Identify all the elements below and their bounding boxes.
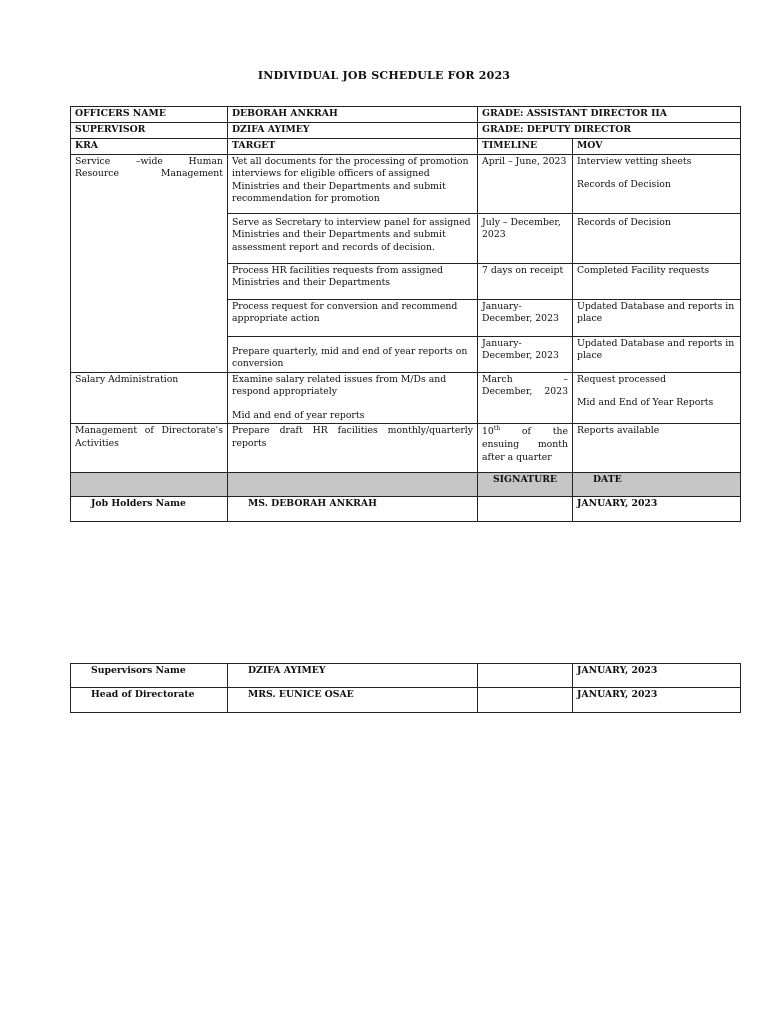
target-cell: [228, 263, 478, 299]
timeline-cell: [478, 213, 573, 263]
mov-text: Records of Decision: [577, 179, 671, 190]
timeline-text: 7 days on receipt: [482, 264, 564, 276]
job-holder-name: MS. DEBORAH ANKRAH: [228, 497, 478, 522]
officers-name: DEBORAH ANKRAH: [228, 107, 478, 123]
timeline-cell: [478, 336, 573, 372]
kra-cell: [71, 372, 228, 424]
target-text: Prepare quarterly, mid and end of year reports on conversion: [232, 345, 468, 369]
target-text: Serve as Secretary to interview panel for assigned Ministries and their Departments and submit assessment report and records of decision.: [232, 216, 471, 253]
column-header-kra: KRA: [71, 139, 228, 155]
timeline-text: January- December, 2023: [482, 337, 559, 361]
job-holder-date: JANUARY, 2023: [573, 497, 741, 522]
approval-name: MRS. EUNICE OSAE: [228, 688, 478, 713]
timeline-cell: [478, 372, 573, 424]
signoff-header-row: [71, 473, 741, 497]
column-header-timeline: TIMELINE: [478, 139, 573, 155]
approval-row: [71, 688, 741, 713]
job-holder-row: [71, 497, 741, 522]
table-row: [71, 424, 741, 473]
timeline-text: April – June, 2023: [482, 155, 567, 167]
mov-cell: [573, 424, 741, 473]
timeline-cell: [478, 263, 573, 299]
target-cell: [228, 213, 478, 263]
mov-cell: [573, 336, 741, 372]
kra-cell: [71, 154, 228, 372]
signature-label: SIGNATURE: [478, 473, 573, 497]
timeline-text: 10th of the ensuing month after a quarter: [482, 424, 568, 463]
column-header-mov: MOV: [573, 139, 741, 155]
target-text: Vet all documents for the processing of promotion interviews for eligible officers of assigned Ministries and their Departments and submit recommendation for promotion: [232, 155, 469, 204]
officers-name-label: OFFICERS NAME: [71, 107, 228, 123]
supervisor-label: SUPERVISOR: [71, 123, 228, 139]
approval-label: Head of Directorate: [71, 688, 228, 713]
target-text: Examine salary related issues from M/Ds and respond appropriately: [232, 373, 447, 397]
target-cell: [228, 154, 478, 213]
job-schedule-table: [70, 106, 741, 522]
kra-text: Management of Directorate's Activities: [75, 425, 223, 449]
target-cell: [228, 299, 478, 336]
mov-cell: [573, 213, 741, 263]
job-holder-label: Job Holders Name: [71, 497, 228, 522]
target-text: Prepare draft HR facilities monthly/quarterly reports: [232, 425, 473, 449]
mov-text: Completed Facility requests: [577, 264, 710, 276]
timeline-cell: [478, 299, 573, 336]
mov-cell: [573, 372, 741, 424]
timeline-cell: [478, 154, 573, 213]
kra-text: Service –wide Human Resource Management: [75, 155, 223, 179]
approval-signature: [478, 664, 573, 688]
target-cell: [228, 336, 478, 372]
timeline-cell: [478, 424, 573, 473]
table-row: [71, 372, 741, 424]
approval-date: JANUARY, 2023: [573, 688, 741, 713]
mov-text: Updated Database and reports in place: [577, 337, 735, 361]
mov-cell: [573, 154, 741, 213]
mov-text: Updated Database and reports in place: [577, 300, 735, 324]
mov-cell: [573, 299, 741, 336]
mov-text: Reports available: [577, 425, 660, 436]
supervisor-name: DZIFA AYIMEY: [228, 123, 478, 139]
timeline-text: July – December, 2023: [482, 216, 561, 240]
mov-cell: [573, 263, 741, 299]
supervisor-grade: GRADE: DEPUTY DIRECTOR: [478, 123, 741, 139]
approvals-table: [70, 663, 741, 713]
kra-cell: [71, 424, 228, 473]
table-row: [71, 154, 741, 213]
kra-text: Salary Administration: [75, 373, 179, 385]
timeline-text: January- December, 2023: [482, 300, 559, 324]
mov-text: Records of Decision: [577, 216, 671, 228]
column-header-target: TARGET: [228, 139, 478, 155]
target-cell: [228, 372, 478, 424]
officer-grade: GRADE: ASSISTANT DIRECTOR IIA: [478, 107, 741, 123]
target-text: Process HR facilities requests from assigned Ministries and their Departments: [232, 264, 443, 288]
approval-date: JANUARY, 2023: [573, 664, 741, 688]
target-cell: [228, 424, 478, 473]
mov-text: Request processed: [577, 373, 667, 385]
mov-text: Mid and End of Year Reports: [577, 397, 714, 408]
approval-signature: [478, 688, 573, 713]
date-label: DATE: [573, 473, 741, 497]
job-holder-signature: [478, 497, 573, 522]
column-header-row: [71, 139, 741, 155]
approval-row: [71, 664, 741, 688]
approval-label: Supervisors Name: [71, 664, 228, 688]
approval-name: DZIFA AYIMEY: [228, 664, 478, 688]
target-text: Process request for conversion and recommend appropriate action: [232, 300, 458, 324]
timeline-text: March – December, 2023: [482, 373, 568, 397]
page-title: INDIVIDUAL JOB SCHEDULE FOR 2023: [257, 69, 511, 82]
mov-text: Interview vetting sheets: [577, 155, 692, 167]
target-text: Mid and end of year reports: [232, 409, 365, 421]
